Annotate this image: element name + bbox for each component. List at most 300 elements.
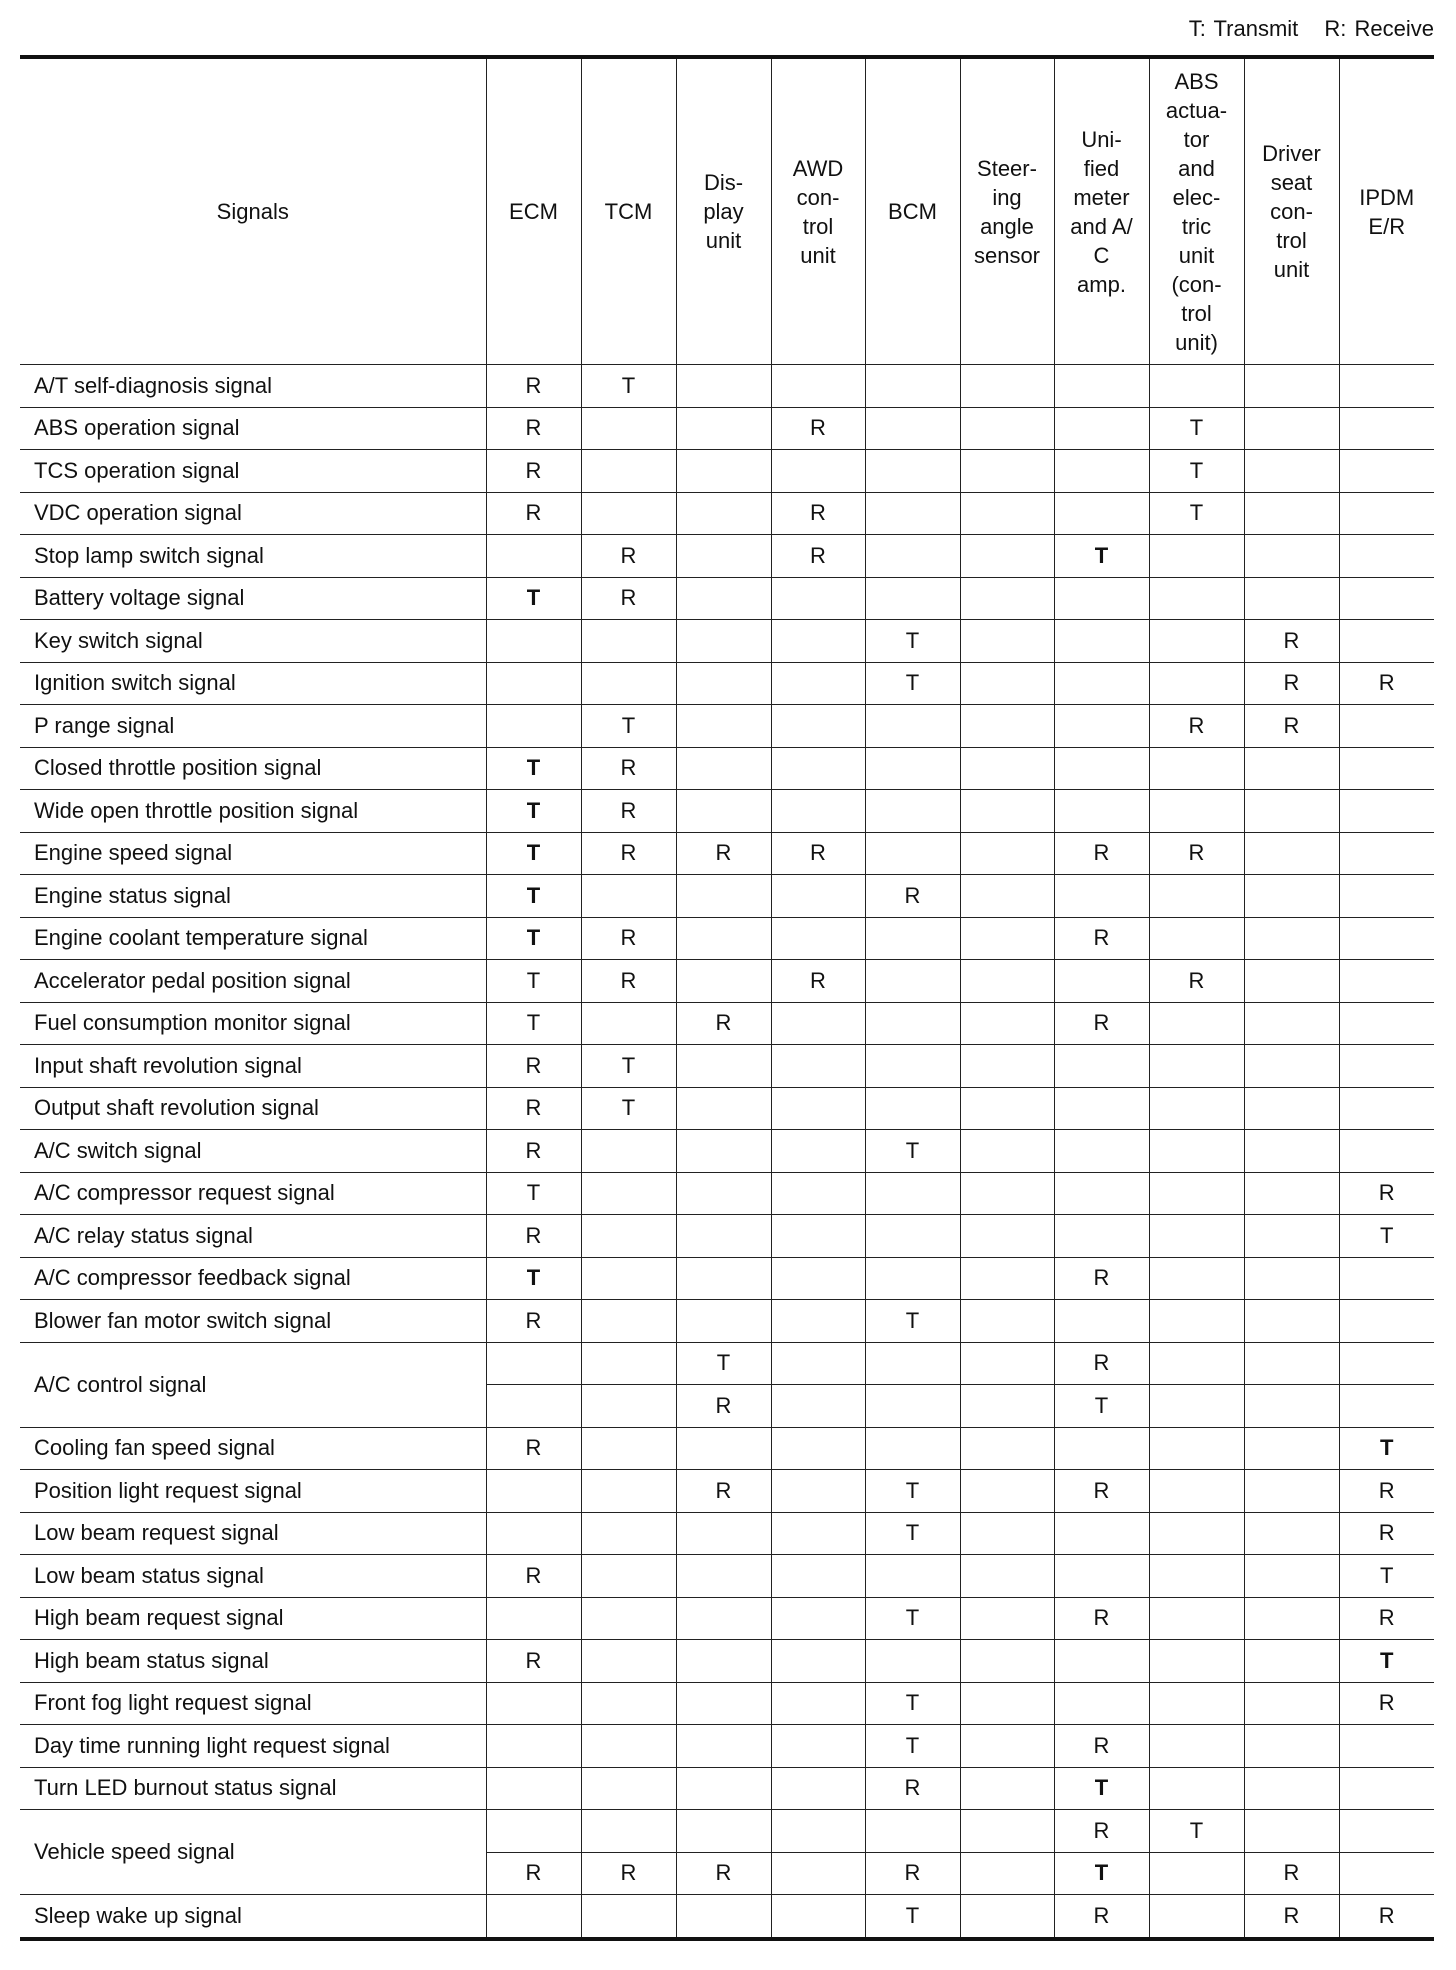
table-row	[20, 790, 1434, 833]
table-row	[20, 535, 1434, 578]
signal-cell	[676, 1512, 771, 1555]
signal-cell	[676, 1640, 771, 1683]
signal-cell	[676, 1257, 771, 1300]
column-header-unit	[1054, 57, 1149, 365]
signal-cell	[581, 450, 676, 493]
signal-cell	[1054, 960, 1149, 1003]
signal-cell	[771, 1725, 865, 1768]
signal-cell	[1244, 1172, 1339, 1215]
signal-cell	[865, 1385, 960, 1428]
signal-cell	[771, 1045, 865, 1088]
table-row	[20, 1257, 1434, 1300]
signal-cell: R	[581, 960, 676, 1003]
signal-cell	[1149, 1682, 1244, 1725]
signal-name: Sleep wake up signal	[20, 1895, 486, 1939]
can-communication-signal-table	[20, 55, 1434, 1941]
signal-cell	[771, 1895, 865, 1939]
signal-cell: T	[1149, 407, 1244, 450]
signal-cell: T	[581, 705, 676, 748]
signal-cell	[486, 662, 581, 705]
signal-cell: T	[581, 1087, 676, 1130]
signal-cell	[1339, 705, 1434, 748]
signal-cell: R	[486, 365, 581, 408]
table-row	[20, 1300, 1434, 1343]
column-header-label: ABS actua- tor and elec- tric unit (con- trol unit)	[1165, 68, 1228, 355]
signal-cell	[1149, 365, 1244, 408]
signal-cell	[1339, 1257, 1434, 1300]
signal-cell	[1149, 1002, 1244, 1045]
column-header-label: BCM	[888, 199, 937, 224]
signal-cell	[865, 790, 960, 833]
signal-cell	[771, 1385, 865, 1428]
signal-cell	[676, 1555, 771, 1598]
table-row	[20, 960, 1434, 1003]
signal-cell: R	[1054, 1342, 1149, 1385]
signal-cell: R	[486, 1427, 581, 1470]
signal-name: Blower fan motor switch signal	[20, 1300, 486, 1343]
signal-name: TCS operation signal	[20, 450, 486, 493]
signal-cell	[865, 450, 960, 493]
signal-cell	[1054, 1555, 1149, 1598]
signal-cell	[581, 1300, 676, 1343]
signal-cell	[1244, 1725, 1339, 1768]
signal-cell	[1339, 875, 1434, 918]
signal-cell	[960, 1215, 1054, 1258]
signal-cell	[676, 917, 771, 960]
column-header-signals	[20, 57, 486, 365]
signal-cell	[486, 1342, 581, 1385]
signal-cell: T	[1339, 1427, 1434, 1470]
signal-cell: R	[1244, 705, 1339, 748]
signal-cell	[486, 1385, 581, 1428]
signal-cell	[771, 917, 865, 960]
signal-cell	[676, 1895, 771, 1939]
signal-cell: R	[676, 1470, 771, 1513]
signal-cell	[486, 705, 581, 748]
signal-cell: T	[1339, 1555, 1434, 1598]
signal-cell	[960, 1470, 1054, 1513]
signal-cell	[581, 1767, 676, 1810]
signal-cell	[1244, 960, 1339, 1003]
signal-cell	[1149, 1257, 1244, 1300]
signal-name: Day time running light request signal	[20, 1725, 486, 1768]
signal-cell: T	[865, 1470, 960, 1513]
signal-cell	[771, 365, 865, 408]
signal-cell: R	[676, 1385, 771, 1428]
column-header-label: TCM	[604, 199, 653, 224]
signal-cell	[1339, 535, 1434, 578]
signal-cell	[771, 875, 865, 918]
signal-cell	[581, 1470, 676, 1513]
signal-cell: R	[581, 747, 676, 790]
signal-cell: R	[581, 535, 676, 578]
column-header-label: Steer- ing angle sensor	[973, 155, 1041, 268]
signal-cell	[581, 1427, 676, 1470]
signal-cell	[1149, 1300, 1244, 1343]
signal-cell	[1054, 620, 1149, 663]
signal-cell	[960, 492, 1054, 535]
signal-cell: T	[865, 1895, 960, 1939]
signal-cell	[1054, 407, 1149, 450]
signal-cell	[1244, 1682, 1339, 1725]
signal-cell	[960, 1342, 1054, 1385]
signal-cell	[1149, 1045, 1244, 1088]
signal-name: Output shaft revolution signal	[20, 1087, 486, 1130]
signal-name: A/C relay status signal	[20, 1215, 486, 1258]
signal-cell: R	[771, 492, 865, 535]
signal-cell: T	[486, 917, 581, 960]
table-row	[20, 832, 1434, 875]
signal-cell	[960, 365, 1054, 408]
signal-cell	[1149, 535, 1244, 578]
signal-cell	[960, 1512, 1054, 1555]
signal-cell	[771, 1852, 865, 1895]
signal-cell	[1054, 662, 1149, 705]
signal-cell	[486, 1767, 581, 1810]
signal-cell	[581, 1172, 676, 1215]
signal-cell	[676, 1087, 771, 1130]
signal-name: Front fog light request signal	[20, 1682, 486, 1725]
signal-cell	[1339, 620, 1434, 663]
signal-name: A/T self-diagnosis signal	[20, 365, 486, 408]
signal-cell: T	[865, 1725, 960, 1768]
signal-cell	[1244, 1087, 1339, 1130]
table-row	[20, 1130, 1434, 1173]
signal-cell: R	[1339, 1470, 1434, 1513]
signal-cell: R	[865, 1852, 960, 1895]
table-row	[20, 1087, 1434, 1130]
signal-cell	[960, 1767, 1054, 1810]
signal-cell	[676, 1767, 771, 1810]
signal-cell: T	[486, 790, 581, 833]
signal-cell	[960, 1002, 1054, 1045]
signal-cell	[1244, 577, 1339, 620]
signal-cell	[1244, 535, 1339, 578]
signal-cell	[865, 917, 960, 960]
signal-cell	[676, 1682, 771, 1725]
signal-cell	[1244, 1427, 1339, 1470]
signal-cell: R	[486, 1045, 581, 1088]
signal-cell	[865, 407, 960, 450]
signal-cell	[1054, 747, 1149, 790]
signal-cell: R	[486, 450, 581, 493]
signal-cell	[581, 662, 676, 705]
signal-cell	[960, 1385, 1054, 1428]
signal-cell	[676, 1300, 771, 1343]
signal-cell	[771, 1130, 865, 1173]
signal-cell	[676, 960, 771, 1003]
signal-cell	[1054, 1427, 1149, 1470]
signal-cell	[1339, 492, 1434, 535]
signal-cell	[771, 1640, 865, 1683]
signal-cell	[960, 832, 1054, 875]
table-row	[20, 1810, 1434, 1853]
signal-cell: R	[486, 1215, 581, 1258]
signal-cell	[960, 1895, 1054, 1939]
signal-cell	[676, 365, 771, 408]
signal-cell	[960, 620, 1054, 663]
table-body	[20, 365, 1434, 1939]
table-row	[20, 875, 1434, 918]
signal-cell: T	[581, 365, 676, 408]
signal-cell	[960, 450, 1054, 493]
signal-cell: T	[676, 1342, 771, 1385]
signal-cell	[676, 450, 771, 493]
signal-cell	[960, 1257, 1054, 1300]
signal-cell	[865, 1257, 960, 1300]
signal-cell: R	[865, 1767, 960, 1810]
signal-cell	[486, 1725, 581, 1768]
table-row	[20, 1640, 1434, 1683]
signal-cell: R	[486, 1640, 581, 1683]
signal-cell	[486, 1597, 581, 1640]
signal-cell	[1149, 1725, 1244, 1768]
signal-cell	[771, 1300, 865, 1343]
signal-cell	[1149, 1172, 1244, 1215]
column-header-label: IPDM E/R	[1359, 184, 1415, 239]
table-row	[20, 577, 1434, 620]
signal-cell	[771, 662, 865, 705]
signal-cell	[1339, 1725, 1434, 1768]
signal-cell	[1149, 1640, 1244, 1683]
signal-cell	[865, 832, 960, 875]
signal-cell	[581, 1257, 676, 1300]
signal-cell	[1339, 917, 1434, 960]
legend-receive: R: Receive	[1324, 16, 1434, 41]
signal-cell	[960, 1045, 1054, 1088]
signal-cell: R	[771, 535, 865, 578]
legend	[1189, 16, 1434, 42]
signal-cell: R	[581, 790, 676, 833]
signal-cell: R	[581, 577, 676, 620]
signal-cell	[865, 1640, 960, 1683]
signal-cell	[865, 1045, 960, 1088]
signal-name: A/C control signal	[20, 1342, 486, 1427]
signal-name: Cooling fan speed signal	[20, 1427, 486, 1470]
signal-cell	[1244, 1215, 1339, 1258]
signal-cell	[865, 747, 960, 790]
signal-cell	[1054, 1640, 1149, 1683]
signal-cell	[771, 1215, 865, 1258]
column-header-unit	[865, 57, 960, 365]
signal-cell	[1339, 1342, 1434, 1385]
signal-cell: T	[1054, 1385, 1149, 1428]
signal-cell	[581, 407, 676, 450]
signal-cell: R	[771, 832, 865, 875]
signal-cell	[771, 705, 865, 748]
signal-cell	[960, 1087, 1054, 1130]
signal-cell: R	[1339, 1895, 1434, 1939]
signal-cell	[581, 1002, 676, 1045]
signal-cell	[676, 1810, 771, 1853]
signal-cell	[771, 1555, 865, 1598]
signal-name: Low beam request signal	[20, 1512, 486, 1555]
signal-cell: T	[1149, 492, 1244, 535]
signal-cell	[1244, 747, 1339, 790]
signal-cell: R	[1054, 1002, 1149, 1045]
signal-cell	[676, 620, 771, 663]
signal-cell	[960, 747, 1054, 790]
signal-cell	[1149, 1852, 1244, 1895]
signal-cell: R	[1244, 620, 1339, 663]
signal-cell	[676, 790, 771, 833]
signal-cell	[676, 1130, 771, 1173]
signal-cell	[865, 1342, 960, 1385]
signal-cell: R	[581, 1852, 676, 1895]
signal-cell: R	[1054, 832, 1149, 875]
signal-cell: T	[865, 620, 960, 663]
signal-cell	[960, 1725, 1054, 1768]
signal-cell: T	[1339, 1640, 1434, 1683]
signal-cell: T	[865, 1597, 960, 1640]
signal-cell	[1339, 365, 1434, 408]
signal-name: Closed throttle position signal	[20, 747, 486, 790]
signal-cell	[1244, 1300, 1339, 1343]
signal-cell	[1339, 1002, 1434, 1045]
signal-cell	[1054, 1172, 1149, 1215]
signal-cell	[1149, 1427, 1244, 1470]
signal-cell: T	[486, 1257, 581, 1300]
signal-cell	[771, 1810, 865, 1853]
signal-cell	[1244, 1640, 1339, 1683]
signal-cell	[581, 1725, 676, 1768]
signal-cell	[486, 620, 581, 663]
column-header-label: Driver seat con- trol unit	[1262, 141, 1321, 282]
signal-cell	[865, 492, 960, 535]
signal-cell	[581, 1130, 676, 1173]
signal-name: A/C compressor feedback signal	[20, 1257, 486, 1300]
signal-cell	[581, 1895, 676, 1939]
signal-cell: T	[486, 1002, 581, 1045]
signal-cell: R	[1054, 1895, 1149, 1939]
signal-cell	[1244, 1342, 1339, 1385]
table-row	[20, 1427, 1434, 1470]
signal-cell: R	[1054, 1257, 1149, 1300]
signal-cell	[1054, 492, 1149, 535]
signal-cell	[676, 1427, 771, 1470]
signal-cell	[1149, 1342, 1244, 1385]
table-row	[20, 450, 1434, 493]
signal-name: High beam request signal	[20, 1597, 486, 1640]
signal-cell	[1339, 450, 1434, 493]
column-header-label: Uni- fied meter and A/ C amp.	[1070, 126, 1133, 297]
signal-cell	[771, 747, 865, 790]
column-header-label: AWD con- trol unit	[792, 155, 844, 268]
signal-cell	[1244, 1470, 1339, 1513]
signal-cell	[865, 535, 960, 578]
signal-cell	[1149, 1385, 1244, 1428]
table-row	[20, 1767, 1434, 1810]
signal-cell	[1339, 1087, 1434, 1130]
signal-cell	[771, 1427, 865, 1470]
signal-name: High beam status signal	[20, 1640, 486, 1683]
signal-cell: T	[1149, 1810, 1244, 1853]
signal-cell: R	[676, 1852, 771, 1895]
signal-cell: R	[1054, 1597, 1149, 1640]
signal-cell	[1149, 1470, 1244, 1513]
signal-cell	[676, 535, 771, 578]
signal-cell	[771, 1470, 865, 1513]
signal-cell: R	[771, 960, 865, 1003]
signal-cell: R	[486, 1852, 581, 1895]
signal-cell	[865, 1810, 960, 1853]
signal-cell	[676, 577, 771, 620]
table-row	[20, 1512, 1434, 1555]
signal-cell	[1149, 790, 1244, 833]
signal-cell	[771, 1172, 865, 1215]
signal-cell	[960, 1682, 1054, 1725]
signal-cell	[581, 492, 676, 535]
signal-cell: T	[581, 1045, 676, 1088]
signal-cell: T	[486, 832, 581, 875]
column-header-label: Signals	[216, 199, 289, 224]
signal-cell: R	[1244, 1895, 1339, 1939]
signal-cell: R	[486, 492, 581, 535]
signal-cell: R	[1339, 1172, 1434, 1215]
signal-cell	[1149, 1767, 1244, 1810]
signal-cell	[581, 1682, 676, 1725]
table-row	[20, 1002, 1434, 1045]
signal-cell: T	[486, 577, 581, 620]
signal-cell: T	[865, 1512, 960, 1555]
signal-cell	[1149, 577, 1244, 620]
signal-cell	[1149, 1215, 1244, 1258]
signal-cell: R	[1339, 1682, 1434, 1725]
table-row	[20, 492, 1434, 535]
signal-name: Fuel consumption monitor signal	[20, 1002, 486, 1045]
signal-cell	[1244, 1512, 1339, 1555]
signal-cell	[581, 875, 676, 918]
signal-cell	[1054, 790, 1149, 833]
signal-cell	[581, 620, 676, 663]
signal-cell: T	[486, 1172, 581, 1215]
signal-name: A/C switch signal	[20, 1130, 486, 1173]
signal-cell	[581, 1385, 676, 1428]
signal-cell: T	[865, 1682, 960, 1725]
column-header-unit	[1244, 57, 1339, 365]
signal-cell	[771, 1087, 865, 1130]
signal-cell	[581, 1640, 676, 1683]
signal-name: VDC operation signal	[20, 492, 486, 535]
signal-cell	[865, 1427, 960, 1470]
signal-cell	[486, 535, 581, 578]
signal-cell	[771, 1257, 865, 1300]
signal-cell	[1244, 1767, 1339, 1810]
column-header-label: Dis- play unit	[703, 170, 744, 253]
signal-cell: R	[1054, 1470, 1149, 1513]
table-row	[20, 1215, 1434, 1258]
signal-cell	[771, 1597, 865, 1640]
signal-cell	[1244, 790, 1339, 833]
signal-cell	[1149, 917, 1244, 960]
signal-cell: R	[1339, 662, 1434, 705]
signal-cell	[960, 790, 1054, 833]
signal-cell	[960, 960, 1054, 1003]
signal-cell	[1149, 662, 1244, 705]
signal-cell	[676, 407, 771, 450]
signal-name: Engine status signal	[20, 875, 486, 918]
column-header-unit	[1149, 57, 1244, 365]
signal-cell	[1339, 1767, 1434, 1810]
signal-cell	[581, 1512, 676, 1555]
signal-cell	[676, 1215, 771, 1258]
signal-name: Engine coolant temperature signal	[20, 917, 486, 960]
signal-cell: R	[486, 1300, 581, 1343]
signal-name: Key switch signal	[20, 620, 486, 663]
signal-cell	[676, 1172, 771, 1215]
signal-cell	[865, 1002, 960, 1045]
signal-cell	[1339, 1810, 1434, 1853]
